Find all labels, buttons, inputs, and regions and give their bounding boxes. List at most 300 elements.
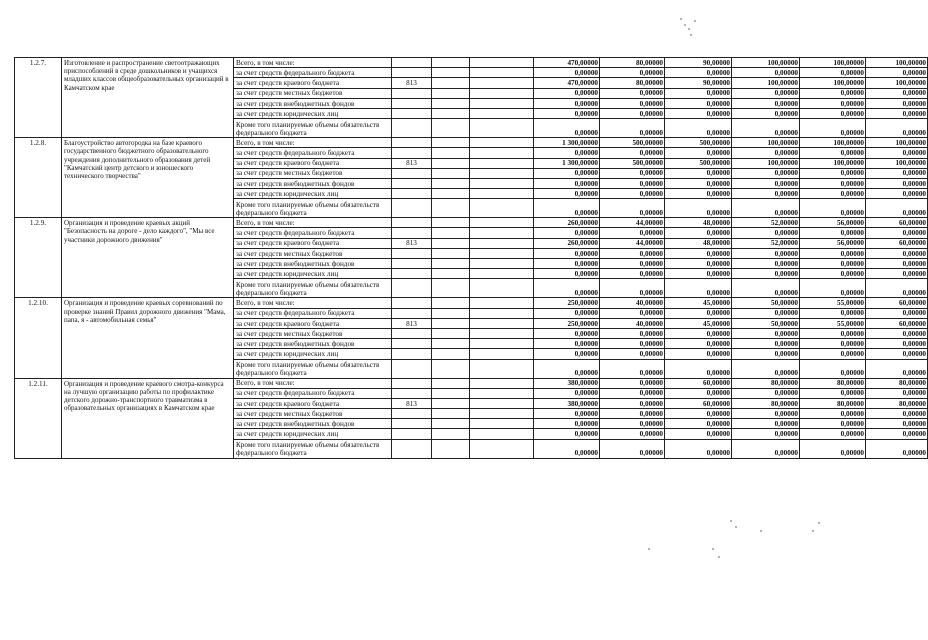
amount-cell: 0,00000: [600, 328, 665, 338]
amount-cell: 0,00000: [800, 189, 866, 199]
amount-cell: 0,00000: [732, 259, 800, 269]
amount-cell: 500,00000: [600, 138, 665, 148]
amount-cell: 0,00000: [732, 349, 800, 359]
amount-cell: 0,00000: [534, 429, 600, 439]
amount-cell: 0,00000: [534, 359, 600, 378]
funding-source: Кроме того планируемые объемы обязательств федерального бюджета: [234, 199, 392, 218]
empty-cell: [470, 238, 534, 248]
kbk-code: [392, 138, 432, 148]
empty-cell: [432, 378, 470, 388]
item-code: 1.2.11.: [15, 378, 62, 458]
amount-cell: 56,00000: [800, 218, 866, 228]
funding-source: за счет средств федерального бюджета: [234, 308, 392, 318]
amount-cell: 0,00000: [534, 148, 600, 158]
empty-cell: [432, 178, 470, 188]
item-name: Благоустройство автогородка на базе краевого государственного бюджетного образовательного учреждения дополнительного образования детей "Камчатский центр детского и юношеского технического творчества": [62, 138, 234, 218]
amount-cell: 0,00000: [665, 259, 732, 269]
empty-cell: [470, 328, 534, 338]
item-name: Организация и проведение краевых соревнований по проверке знаний Правил дорожного движения "Мама, папа, я - автомобильная семья": [62, 298, 234, 378]
empty-cell: [470, 98, 534, 108]
amount-cell: 0,00000: [800, 359, 866, 378]
amount-cell: 0,00000: [732, 409, 800, 419]
amount-cell: 0,00000: [866, 409, 928, 419]
amount-cell: 0,00000: [800, 328, 866, 338]
amount-cell: 0,00000: [600, 108, 665, 118]
funding-source: за счет средств внебюджетных фондов: [234, 178, 392, 188]
amount-cell: 0,00000: [600, 339, 665, 349]
amount-cell: 0,00000: [600, 409, 665, 419]
amount-cell: 0,00000: [732, 419, 800, 429]
empty-cell: [470, 298, 534, 308]
amount-cell: 0,00000: [866, 419, 928, 429]
amount-cell: 260,00000: [534, 238, 600, 248]
empty-cell: [432, 238, 470, 248]
amount-cell: 100,00000: [800, 58, 866, 68]
item-name: Изготовление и распространение светоотражающих приспособлений в среде дошкольников и учащихся младших классов общеобразовательных организаций в Камчатском крае: [62, 58, 234, 138]
amount-cell: 0,00000: [866, 269, 928, 279]
amount-cell: 90,00000: [665, 78, 732, 88]
kbk-code: 813: [392, 398, 432, 408]
empty-cell: [432, 398, 470, 408]
amount-cell: 60,00000: [866, 238, 928, 248]
table-row: [15, 218, 928, 228]
amount-cell: 0,00000: [866, 429, 928, 439]
amount-cell: 0,00000: [866, 189, 928, 199]
amount-cell: 0,00000: [800, 248, 866, 258]
speckle: [648, 548, 650, 550]
amount-cell: 0,00000: [800, 108, 866, 118]
amount-cell: 0,00000: [800, 429, 866, 439]
funding-source: за счет средств юридических лиц: [234, 108, 392, 118]
kbk-code: [392, 148, 432, 158]
amount-cell: 0,00000: [665, 439, 732, 458]
funding-source: Всего, в том числе:: [234, 58, 392, 68]
speckle: [760, 530, 762, 532]
amount-cell: 0,00000: [665, 199, 732, 218]
amount-cell: 0,00000: [534, 228, 600, 238]
amount-cell: 0,00000: [600, 419, 665, 429]
empty-cell: [432, 339, 470, 349]
amount-cell: 0,00000: [800, 349, 866, 359]
empty-cell: [432, 279, 470, 298]
empty-cell: [470, 108, 534, 118]
funding-source: за счет средств юридических лиц: [234, 269, 392, 279]
funding-source: за счет средств внебюджетных фондов: [234, 419, 392, 429]
amount-cell: 0,00000: [534, 189, 600, 199]
amount-cell: 0,00000: [866, 388, 928, 398]
empty-cell: [470, 228, 534, 238]
amount-cell: 0,00000: [732, 189, 800, 199]
amount-cell: 0,00000: [600, 398, 665, 408]
amount-cell: 0,00000: [866, 259, 928, 269]
empty-cell: [470, 378, 534, 388]
empty-cell: [432, 218, 470, 228]
amount-cell: 0,00000: [665, 98, 732, 108]
amount-cell: 0,00000: [866, 119, 928, 138]
amount-cell: 0,00000: [732, 68, 800, 78]
amount-cell: 0,00000: [534, 88, 600, 98]
empty-cell: [432, 228, 470, 238]
kbk-code: [392, 378, 432, 388]
amount-cell: 0,00000: [534, 308, 600, 318]
amount-cell: 0,00000: [732, 248, 800, 258]
kbk-code: [392, 189, 432, 199]
empty-cell: [432, 439, 470, 458]
amount-cell: 0,00000: [600, 439, 665, 458]
amount-cell: 0,00000: [866, 68, 928, 78]
amount-cell: 0,00000: [732, 228, 800, 238]
amount-cell: 0,00000: [665, 178, 732, 188]
amount-cell: 0,00000: [600, 199, 665, 218]
funding-source: Всего, в том числе:: [234, 378, 392, 388]
amount-cell: 0,00000: [800, 269, 866, 279]
kbk-code: [392, 429, 432, 439]
funding-source: за счет средств федерального бюджета: [234, 388, 392, 398]
amount-cell: 0,00000: [534, 199, 600, 218]
amount-cell: 0,00000: [534, 339, 600, 349]
empty-cell: [470, 158, 534, 168]
empty-cell: [432, 409, 470, 419]
amount-cell: 0,00000: [800, 119, 866, 138]
amount-cell: 0,00000: [665, 308, 732, 318]
amount-cell: 44,00000: [600, 238, 665, 248]
amount-cell: 0,00000: [800, 178, 866, 188]
amount-cell: 100,00000: [866, 138, 928, 148]
amount-cell: 80,00000: [732, 378, 800, 388]
kbk-code: [392, 279, 432, 298]
empty-cell: [432, 88, 470, 98]
amount-cell: 0,00000: [866, 148, 928, 158]
empty-cell: [432, 328, 470, 338]
amount-cell: 0,00000: [866, 439, 928, 458]
amount-cell: 80,00000: [800, 378, 866, 388]
item-code: 1.2.8.: [15, 138, 62, 218]
amount-cell: 0,00000: [534, 349, 600, 359]
amount-cell: 0,00000: [600, 119, 665, 138]
empty-cell: [432, 349, 470, 359]
funding-source: за счет средств местных бюджетов: [234, 328, 392, 338]
table-row: [15, 58, 928, 68]
amount-cell: 0,00000: [600, 88, 665, 98]
amount-cell: 0,00000: [800, 279, 866, 298]
empty-cell: [432, 58, 470, 68]
table-row: [15, 298, 928, 308]
empty-cell: [432, 119, 470, 138]
funding-source: за счет средств местных бюджетов: [234, 248, 392, 258]
amount-cell: 0,00000: [732, 178, 800, 188]
empty-cell: [432, 359, 470, 378]
empty-cell: [470, 269, 534, 279]
amount-cell: 80,00000: [732, 398, 800, 408]
empty-cell: [432, 269, 470, 279]
amount-cell: 0,00000: [665, 429, 732, 439]
speckle: [718, 556, 720, 558]
amount-cell: 100,00000: [732, 158, 800, 168]
amount-cell: 0,00000: [665, 339, 732, 349]
kbk-code: [392, 178, 432, 188]
kbk-code: [392, 218, 432, 228]
amount-cell: 100,00000: [800, 158, 866, 168]
funding-source: за счет средств краевого бюджета: [234, 238, 392, 248]
amount-cell: 0,00000: [534, 409, 600, 419]
amount-cell: 0,00000: [866, 199, 928, 218]
amount-cell: 0,00000: [665, 269, 732, 279]
speckle: [812, 530, 814, 532]
kbk-code: [392, 228, 432, 238]
amount-cell: 50,00000: [732, 318, 800, 328]
amount-cell: 0,00000: [665, 328, 732, 338]
amount-cell: 0,00000: [665, 409, 732, 419]
amount-cell: 52,00000: [732, 238, 800, 248]
amount-cell: 0,00000: [732, 199, 800, 218]
amount-cell: 45,00000: [665, 298, 732, 308]
empty-cell: [470, 318, 534, 328]
amount-cell: 0,00000: [732, 108, 800, 118]
kbk-code: [392, 68, 432, 78]
kbk-code: [392, 269, 432, 279]
amount-cell: 250,00000: [534, 318, 600, 328]
amount-cell: 0,00000: [866, 98, 928, 108]
funding-source: за счет средств краевого бюджета: [234, 318, 392, 328]
amount-cell: 0,00000: [732, 308, 800, 318]
amount-cell: 0,00000: [534, 168, 600, 178]
amount-cell: 0,00000: [534, 279, 600, 298]
kbk-code: [392, 439, 432, 458]
amount-cell: 80,00000: [800, 398, 866, 408]
empty-cell: [432, 168, 470, 178]
amount-cell: 0,00000: [800, 259, 866, 269]
amount-cell: 100,00000: [866, 158, 928, 168]
empty-cell: [470, 148, 534, 158]
funding-source: Всего, в том числе:: [234, 218, 392, 228]
empty-cell: [432, 429, 470, 439]
empty-cell: [470, 419, 534, 429]
funding-source: за счет средств юридических лиц: [234, 349, 392, 359]
amount-cell: 0,00000: [534, 68, 600, 78]
empty-cell: [432, 419, 470, 429]
funding-source: Кроме того планируемые объемы обязательств федерального бюджета: [234, 439, 392, 458]
amount-cell: 0,00000: [866, 339, 928, 349]
amount-cell: 0,00000: [732, 339, 800, 349]
amount-cell: 0,00000: [866, 178, 928, 188]
empty-cell: [432, 248, 470, 258]
amount-cell: 0,00000: [665, 148, 732, 158]
amount-cell: 0,00000: [866, 88, 928, 98]
amount-cell: 45,00000: [665, 318, 732, 328]
amount-cell: 0,00000: [800, 439, 866, 458]
amount-cell: 0,00000: [866, 248, 928, 258]
amount-cell: 0,00000: [665, 359, 732, 378]
kbk-code: [392, 328, 432, 338]
amount-cell: 260,00000: [534, 218, 600, 228]
funding-source: за счет средств внебюджетных фондов: [234, 259, 392, 269]
amount-cell: 500,00000: [665, 138, 732, 148]
amount-cell: 60,00000: [866, 318, 928, 328]
amount-cell: 100,00000: [866, 58, 928, 68]
item-code: 1.2.7.: [15, 58, 62, 138]
amount-cell: 0,00000: [600, 349, 665, 359]
funding-source: за счет средств местных бюджетов: [234, 409, 392, 419]
amount-cell: 60,00000: [665, 398, 732, 408]
funding-source: за счет средств федерального бюджета: [234, 148, 392, 158]
amount-cell: 1 300,00000: [534, 138, 600, 148]
amount-cell: 60,00000: [866, 298, 928, 308]
amount-cell: 250,00000: [534, 298, 600, 308]
empty-cell: [432, 158, 470, 168]
amount-cell: 0,00000: [866, 279, 928, 298]
amount-cell: 0,00000: [800, 339, 866, 349]
kbk-code: [392, 119, 432, 138]
kbk-code: [392, 419, 432, 429]
amount-cell: 0,00000: [732, 119, 800, 138]
amount-cell: 100,00000: [732, 78, 800, 88]
amount-cell: 0,00000: [665, 279, 732, 298]
empty-cell: [432, 189, 470, 199]
amount-cell: 0,00000: [600, 359, 665, 378]
amount-cell: 0,00000: [600, 168, 665, 178]
funding-source: Кроме того планируемые объемы обязательств федерального бюджета: [234, 359, 392, 378]
funding-source: за счет средств краевого бюджета: [234, 398, 392, 408]
amount-cell: 0,00000: [800, 228, 866, 238]
speckle: [690, 34, 692, 36]
amount-cell: 0,00000: [534, 328, 600, 338]
amount-cell: 0,00000: [534, 269, 600, 279]
amount-cell: 0,00000: [800, 168, 866, 178]
speckle: [730, 520, 732, 522]
amount-cell: 0,00000: [866, 328, 928, 338]
kbk-code: [392, 359, 432, 378]
amount-cell: 0,00000: [534, 419, 600, 429]
amount-cell: 0,00000: [665, 68, 732, 78]
amount-cell: 0,00000: [600, 248, 665, 258]
amount-cell: 470,00000: [534, 58, 600, 68]
funding-source: Кроме того планируемые объемы обязательств федерального бюджета: [234, 279, 392, 298]
amount-cell: 0,00000: [665, 388, 732, 398]
amount-cell: 50,00000: [732, 298, 800, 308]
amount-cell: 0,00000: [600, 148, 665, 158]
kbk-code: [392, 199, 432, 218]
empty-cell: [432, 98, 470, 108]
amount-cell: 0,00000: [665, 168, 732, 178]
item-code: 1.2.10.: [15, 298, 62, 378]
empty-cell: [432, 298, 470, 308]
amount-cell: 80,00000: [600, 78, 665, 88]
amount-cell: 380,00000: [534, 378, 600, 388]
amount-cell: 0,00000: [600, 98, 665, 108]
kbk-code: [392, 339, 432, 349]
empty-cell: [432, 259, 470, 269]
kbk-code: [392, 108, 432, 118]
amount-cell: 0,00000: [800, 98, 866, 108]
speckle: [680, 18, 682, 20]
item-code: 1.2.9.: [15, 218, 62, 298]
amount-cell: 0,00000: [866, 168, 928, 178]
speckle: [735, 526, 737, 528]
funding-source: Всего, в том числе:: [234, 138, 392, 148]
amount-cell: 0,00000: [665, 228, 732, 238]
amount-cell: 100,00000: [866, 78, 928, 88]
amount-cell: 0,00000: [665, 119, 732, 138]
amount-cell: 0,00000: [534, 178, 600, 188]
amount-cell: 470,00000: [534, 78, 600, 88]
funding-source: за счет средств краевого бюджета: [234, 78, 392, 88]
funding-source: за счет средств федерального бюджета: [234, 68, 392, 78]
empty-cell: [470, 339, 534, 349]
empty-cell: [470, 138, 534, 148]
amount-cell: 52,00000: [732, 218, 800, 228]
amount-cell: 0,00000: [800, 68, 866, 78]
funding-source: Всего, в том числе:: [234, 298, 392, 308]
empty-cell: [470, 119, 534, 138]
empty-cell: [470, 409, 534, 419]
empty-cell: [470, 359, 534, 378]
empty-cell: [470, 259, 534, 269]
amount-cell: 0,00000: [732, 279, 800, 298]
empty-cell: [470, 218, 534, 228]
empty-cell: [470, 439, 534, 458]
kbk-code: [392, 168, 432, 178]
amount-cell: 0,00000: [800, 409, 866, 419]
empty-cell: [470, 398, 534, 408]
kbk-code: 813: [392, 238, 432, 248]
amount-cell: 0,00000: [665, 88, 732, 98]
amount-cell: 0,00000: [665, 419, 732, 429]
table-row: [15, 378, 928, 388]
amount-cell: 0,00000: [665, 349, 732, 359]
amount-cell: 48,00000: [665, 238, 732, 248]
funding-source: за счет средств федерального бюджета: [234, 228, 392, 238]
amount-cell: 55,00000: [800, 318, 866, 328]
budget-table: [14, 57, 928, 459]
amount-cell: 0,00000: [866, 359, 928, 378]
amount-cell: 0,00000: [866, 228, 928, 238]
amount-cell: 0,00000: [732, 328, 800, 338]
amount-cell: 0,00000: [600, 68, 665, 78]
amount-cell: 0,00000: [732, 88, 800, 98]
amount-cell: 0,00000: [665, 248, 732, 258]
speckle: [694, 20, 696, 22]
amount-cell: 0,00000: [732, 269, 800, 279]
amount-cell: 0,00000: [600, 269, 665, 279]
amount-cell: 60,00000: [866, 218, 928, 228]
amount-cell: 90,00000: [665, 58, 732, 68]
funding-source: за счет средств юридических лиц: [234, 429, 392, 439]
amount-cell: 0,00000: [534, 108, 600, 118]
amount-cell: 0,00000: [800, 388, 866, 398]
kbk-code: 813: [392, 318, 432, 328]
amount-cell: 0,00000: [800, 148, 866, 158]
funding-source: за счет средств юридических лиц: [234, 189, 392, 199]
amount-cell: 0,00000: [732, 148, 800, 158]
empty-cell: [432, 199, 470, 218]
amount-cell: 0,00000: [800, 88, 866, 98]
amount-cell: 500,00000: [665, 158, 732, 168]
kbk-code: [392, 308, 432, 318]
empty-cell: [470, 199, 534, 218]
funding-source: за счет средств внебюджетных фондов: [234, 339, 392, 349]
funding-source: за счет средств краевого бюджета: [234, 158, 392, 168]
amount-cell: 0,00000: [534, 388, 600, 398]
table-row: [15, 138, 928, 148]
kbk-code: [392, 98, 432, 108]
amount-cell: 380,00000: [534, 398, 600, 408]
empty-cell: [470, 78, 534, 88]
amount-cell: 0,00000: [534, 439, 600, 458]
amount-cell: 0,00000: [600, 279, 665, 298]
amount-cell: 0,00000: [866, 108, 928, 118]
amount-cell: 40,00000: [600, 318, 665, 328]
kbk-code: [392, 88, 432, 98]
